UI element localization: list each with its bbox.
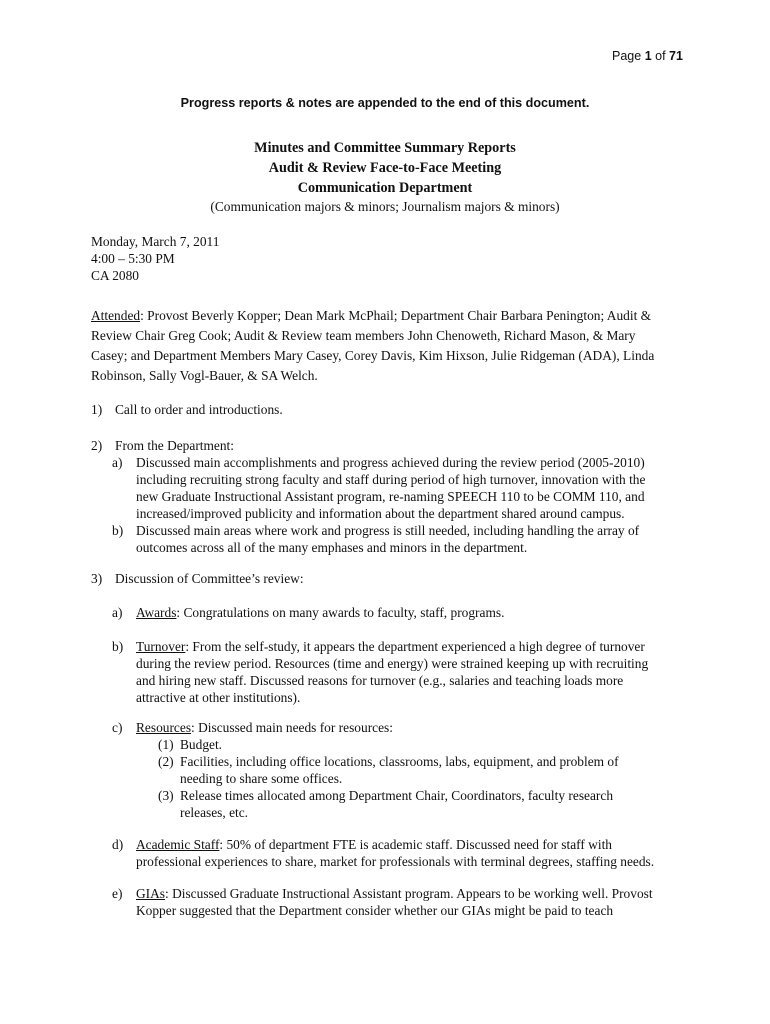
resource-item-2 (91, 753, 681, 787)
resource-item-line: needing to share some offices. (180, 771, 343, 786)
resource-item-line: releases, etc. (180, 805, 249, 820)
item-number: 2) (91, 438, 103, 453)
sub-item-line: during the review period. Resources (time and energy) were strained keeping up with recruiting (136, 656, 649, 671)
sub-item-2a (91, 454, 681, 522)
sub-item-label: d) (112, 837, 124, 852)
sub-item-line: increased/improved publicity and information about the department shared around campus. (136, 506, 625, 521)
title-subtitle: (Communication majors & minors; Journalism majors & minors) (210, 199, 560, 214)
resource-item-line: Facilities, including office locations, classrooms, labs, equipment, and problem of (180, 754, 619, 769)
resource-item-label: (2) (158, 754, 174, 769)
sub-item-line: outcomes across all of the many emphases and minors in the department. (136, 540, 528, 555)
page-label: Page (612, 49, 642, 63)
sub-item-label: c) (112, 720, 123, 735)
attended-line: : Provost Beverly Kopper; Dean Mark McPhail; Department Chair Barbara Penington; Audit & (140, 308, 652, 323)
sub-item-label: b) (112, 639, 124, 654)
turnover-heading: Turnover (136, 639, 186, 654)
sub-item-label: e) (112, 886, 123, 901)
title-line-2: Audit & Review Face-to-Face Meeting (268, 160, 502, 176)
item-number: 1) (91, 402, 103, 417)
resource-item-label: (3) (158, 788, 174, 803)
resource-item-line: Release times allocated among Department Chair, Coordinators, faculty research (180, 788, 614, 803)
sub-item-line: : 50% of department FTE is academic staff. Discussed need for staff with (219, 837, 612, 852)
item-2 (91, 437, 681, 556)
sub-item-line: : Discussed Graduate Instructional Assistant program. Appears to be working well. Provost (165, 886, 653, 901)
resource-item-label: (1) (158, 737, 174, 752)
sub-item-line: professional experiences to share, market for professionals with terminal degrees, staffing needs. (136, 854, 655, 869)
attended-line: Casey; and Department Members Mary Casey, Corey Davis, Kim Hixson, Julie Ridgeman (ADA), Linda (91, 348, 655, 363)
title-line-3: Communication Department (297, 180, 473, 196)
item-1 (91, 401, 681, 418)
current-page: 1 (644, 49, 652, 63)
sub-item-3b (91, 638, 681, 706)
meeting-room: CA 2080 (91, 268, 139, 283)
attended-line: Robinson, Sally Vogl-Bauer, & SA Welch. (91, 368, 318, 383)
resource-item-line: Budget. (180, 737, 223, 752)
attended-line: Review Chair Greg Cook; Audit & Review team members John Chenoweth, Richard Mason, & Mary (91, 328, 636, 343)
sub-item-line: Kopper suggested that the Department consider whether our GIAs might be paid to teach (136, 903, 614, 918)
item-text: From the Department: (115, 438, 234, 453)
sub-item-line: : Discussed main needs for resources: (191, 720, 393, 735)
sub-item-3a (91, 604, 681, 621)
sub-item-line: : Congratulations on many awards to faculty, staff, programs. (176, 605, 505, 620)
sub-item-3e (91, 885, 681, 919)
page-of-label: of (655, 49, 666, 63)
gias-heading: GIAs (136, 886, 166, 901)
attendees-paragraph (91, 306, 671, 386)
attended-label: Attended (91, 308, 141, 323)
sub-item-3d (91, 836, 681, 870)
sub-item-3c (91, 719, 681, 821)
sub-item-line: attractive at other institutions). (136, 690, 301, 705)
title-line-1: Minutes and Committee Summary Reports (254, 140, 516, 156)
sub-item-line: : From the self-study, it appears the department experienced a high degree of turnover (185, 639, 645, 654)
meeting-info (91, 233, 219, 284)
sub-item-label: a) (112, 455, 123, 470)
sub-item-label: a) (112, 605, 123, 620)
page-number (612, 48, 683, 65)
item-text: Discussion of Committee’s review: (115, 571, 304, 586)
appendix-note: Progress reports & notes are appended to the end of this document. (180, 96, 590, 110)
sub-item-line: including recruiting strong faculty and staff during period of high turnover, innovation with the (136, 472, 646, 487)
resources-heading: Resources (136, 720, 192, 735)
sub-item-line: new Graduate Instructional Assistant program, re-naming SPEECH 110 to be COMM 110, and (136, 489, 645, 504)
item-number: 3) (91, 571, 103, 586)
title-block (0, 138, 770, 216)
item-text: Call to order and introductions. (115, 402, 283, 417)
sub-item-line: Discussed main accomplishments and progress achieved during the review period (2005-2010) (136, 455, 645, 470)
academic-staff-heading: Academic Staff (136, 837, 220, 852)
sub-item-2b (91, 522, 681, 556)
sub-item-label: b) (112, 523, 124, 538)
sub-item-line: and hiring new staff. Discussed reasons for turnover (e.g., salaries and teaching loads more (136, 673, 624, 688)
meeting-date: Monday, March 7, 2011 (91, 234, 220, 249)
meeting-time: 4:00 – 5:30 PM (91, 251, 175, 266)
resource-item-1 (91, 736, 681, 753)
total-pages: 71 (669, 49, 683, 63)
item-3 (91, 570, 681, 587)
sub-item-line: Discussed main areas where work and progress is still needed, including handling the array of (136, 523, 640, 538)
awards-heading: Awards (136, 605, 177, 620)
resource-item-3 (91, 787, 681, 821)
